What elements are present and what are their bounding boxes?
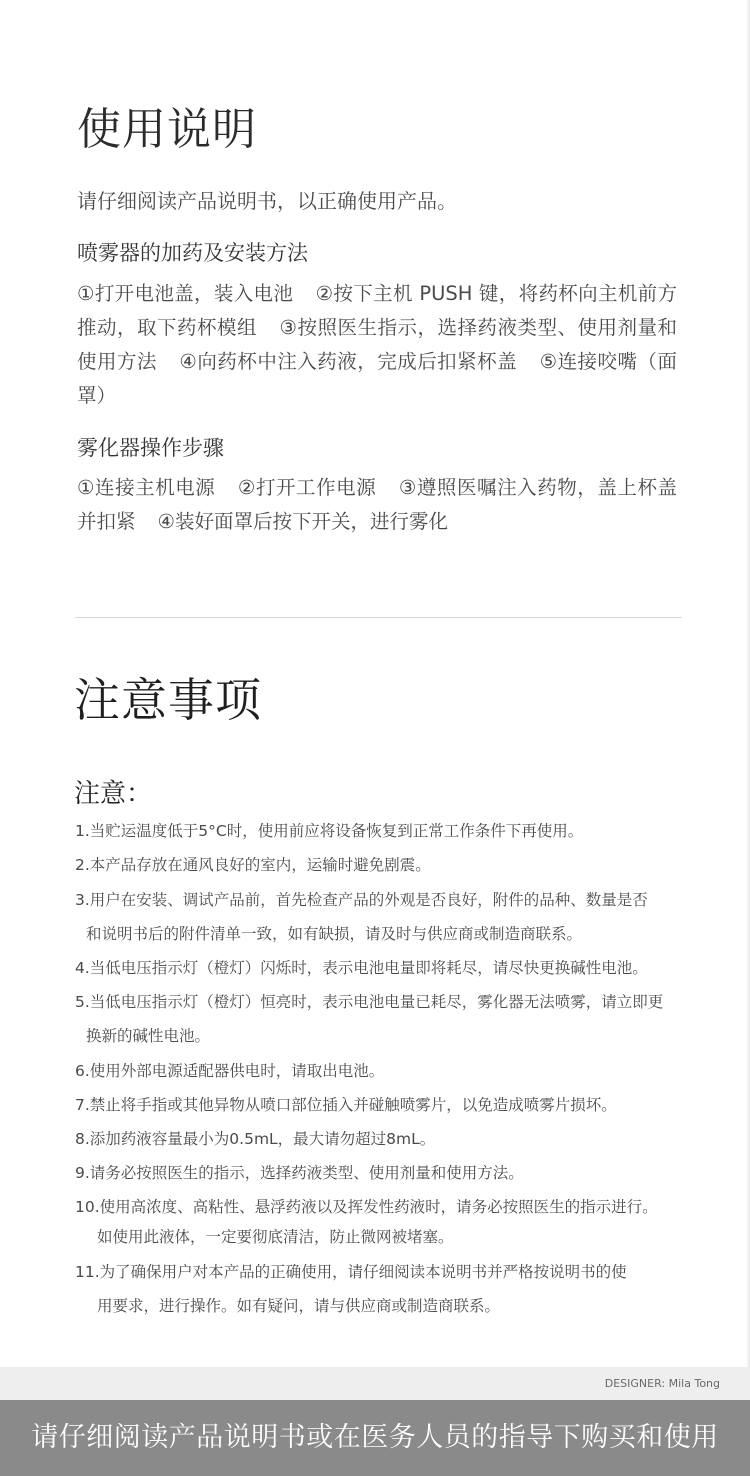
install-step-1: ①打开电池盖，装入电池 — [77, 282, 294, 305]
section-divider — [75, 617, 682, 618]
note-item-10 — [75, 1190, 695, 1250]
notes-title: 注意事项 — [74, 673, 262, 727]
note-item-3 — [75, 883, 695, 951]
usage-intro: 请仔细阅读产品说明书，以正确使用产品。 — [77, 189, 457, 213]
operate-steps — [77, 471, 677, 539]
note-item-5 — [75, 985, 695, 1053]
note-item-text: 4.当低电压指示灯（橙灯）闪烁时，表示电池电量即将耗尽，请尽快更换碱性电池。 — [75, 959, 648, 977]
usage-title: 使用说明 — [77, 104, 257, 155]
note-item-continuation: 和说明书后的附件清单一致，如有缺损，请及时与供应商或制造商联系。 — [86, 925, 583, 943]
note-item-continuation: 换新的碱性电池。 — [86, 1027, 211, 1045]
operate-step-3: ③遵照医嘱注入药物，盖上杯盖并扣紧 — [77, 476, 678, 533]
note-item-1 — [75, 814, 695, 848]
operate-step-2: ②打开工作电源 — [237, 476, 377, 499]
note-item-text: 3.用户在安装、调试产品前，首先检查产品的外观是否良好，附件的品种、数量是否 — [75, 891, 648, 909]
note-item-text: 9.请务必按照医生的指示，选择药液类型、使用剂量和使用方法。 — [75, 1164, 524, 1182]
note-item-text: 6.使用外部电源适配器供电时，请取出电池。 — [75, 1062, 385, 1080]
page-edge-shadow — [746, 0, 750, 1367]
designer-credit: DESIGNER: Mila Tong — [604, 1377, 720, 1390]
note-item-text: 7.禁止将手指或其他异物从喷口部位插入并碰触喷雾片，以免造成喷雾片损坏。 — [75, 1096, 617, 1114]
note-item-text: 1.当贮运温度低于5°C时，使用前应将设备恢复到正常工作条件下再使用。 — [75, 822, 584, 840]
note-item-text: 8.添加药液容量最小为0.5mL，最大请勿超过8mL。 — [75, 1130, 436, 1148]
install-step-2: ②按下主机 PUSH 键，将药杯向主机前方推动，取下药杯模组 — [77, 282, 678, 339]
note-item-11 — [75, 1255, 695, 1323]
install-step-5: ⑤连接咬嘴（面罩） — [77, 350, 677, 407]
note-item-2 — [75, 848, 695, 882]
note-item-4 — [75, 951, 695, 985]
note-item-text: 11.为了确保用户对本产品的正确使用，请仔细阅读本说明书并严格按说明书的使 — [75, 1263, 627, 1281]
note-item-9 — [75, 1156, 695, 1190]
note-item-text: 10.使用高浓度、高粘性、悬浮药液以及挥发性药液时，请务必按照医生的指示进行。 — [75, 1198, 658, 1216]
note-item-continuation: 用要求，进行操作。如有疑问，请与供应商或制造商联系。 — [97, 1297, 501, 1315]
operate-step-1: ①连接主机电源 — [77, 476, 216, 499]
note-item-text: 5.当低电压指示灯（橙灯）恒亮时，表示电池电量已耗尽，雾化器无法喷雾，请立即更 — [75, 993, 664, 1011]
note-item-continuation: 如使用此液体，一定要彻底清洁，防止微网被堵塞。 — [97, 1228, 454, 1246]
install-steps — [77, 277, 677, 413]
install-step-3: ③按照医生指示，选择药液类型、使用剂量和使用方法 — [77, 316, 677, 373]
operate-heading: 雾化器操作步骤 — [77, 436, 224, 460]
note-item-text: 2.本产品存放在通风良好的室内，运输时避免剧震。 — [75, 856, 431, 874]
install-step-4: ④向药杯中注入药液，完成后扣紧杯盖 — [178, 350, 518, 373]
note-item-6 — [75, 1054, 695, 1088]
operate-step-4: ④装好面罩后按下开关，进行雾化 — [157, 510, 448, 533]
footer-banner-text: 请仔细阅读产品说明书或在医务人员的指导下购买和使用 — [31, 1422, 719, 1453]
install-heading: 喷雾器的加药及安装方法 — [77, 241, 308, 265]
notes-label: 注意： — [74, 779, 153, 809]
note-item-7 — [75, 1088, 695, 1122]
note-item-8 — [75, 1122, 695, 1156]
